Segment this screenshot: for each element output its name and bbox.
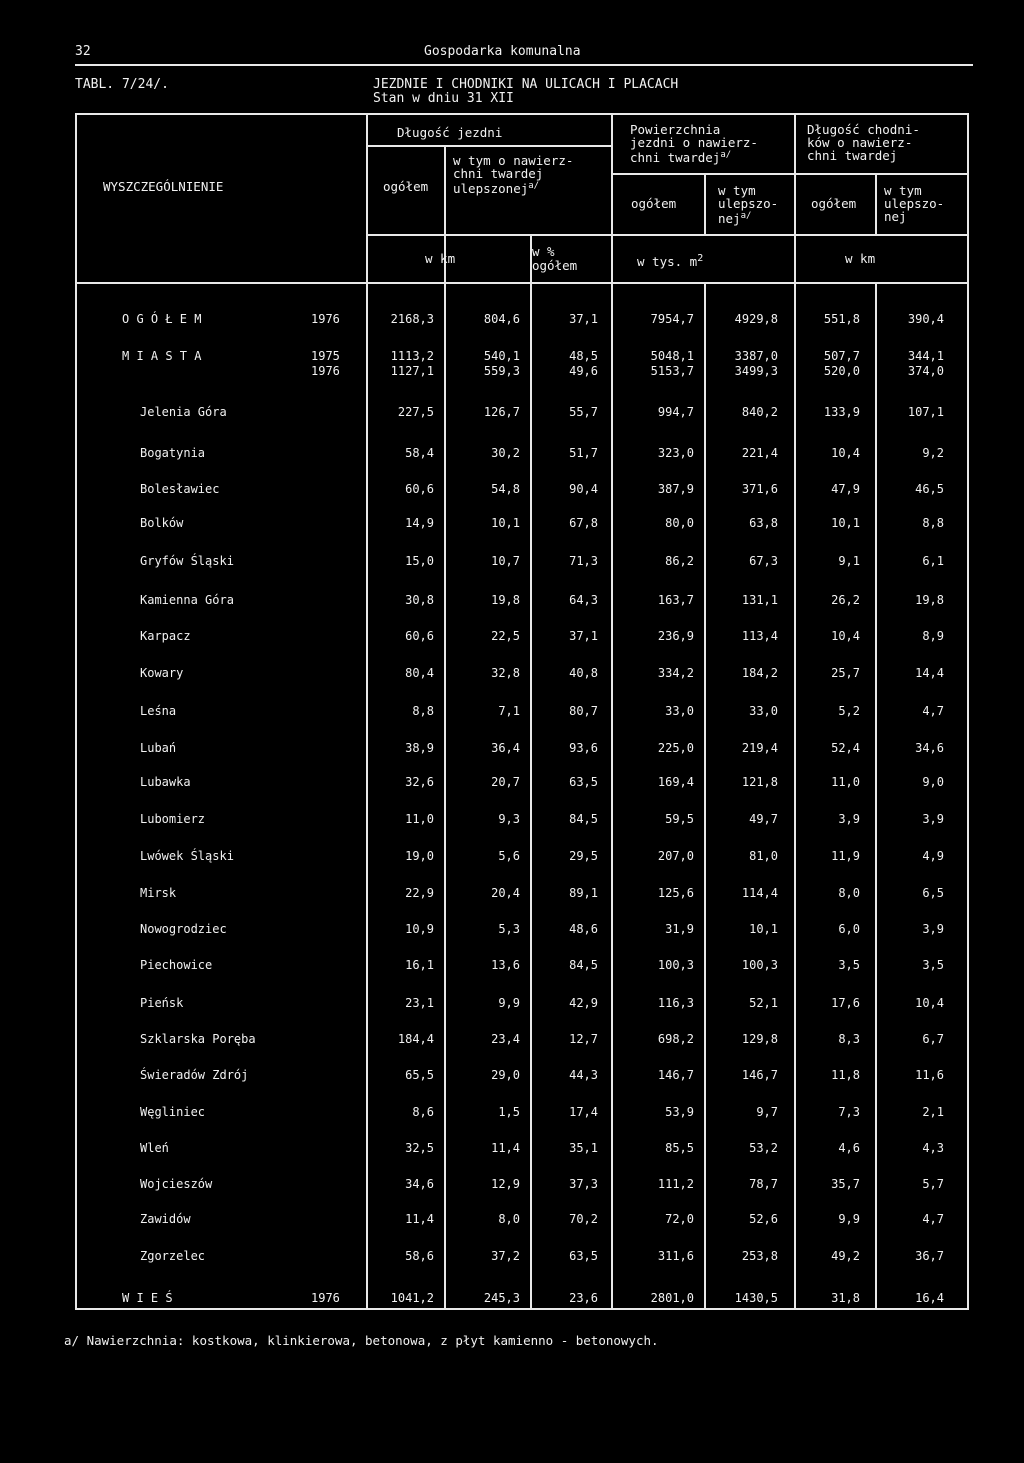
cell-value: 5048,1	[650, 349, 694, 363]
unit-pct-line1: w %	[532, 244, 555, 259]
cell-value: 31,9	[665, 922, 694, 936]
cell-value: 100,3	[657, 958, 694, 972]
row-label: Lubomierz	[140, 812, 206, 826]
cell-value: 131,1	[741, 593, 778, 607]
row-label: O G Ó Ł E M	[122, 312, 202, 326]
table-right-border	[967, 113, 969, 1310]
col-divider-6b	[875, 282, 877, 1310]
cell-value: 60,6	[405, 482, 434, 496]
cell-value: 67,8	[569, 516, 598, 530]
row-label: M I A S T A	[122, 349, 202, 363]
cell-value: 23,6	[569, 1291, 598, 1305]
row-year: 1976	[311, 312, 340, 326]
cell-value: 6,5	[922, 886, 944, 900]
row-label: Węgliniec	[140, 1105, 206, 1119]
cell-value: 7,1	[498, 704, 520, 718]
cell-value: 19,8	[491, 593, 520, 607]
g3-c2-line3: nej	[884, 209, 907, 224]
row-year: 1975	[311, 349, 340, 363]
cell-value: 184,2	[741, 666, 778, 680]
row-year: 1976	[311, 1291, 340, 1305]
cell-value: 100,3	[741, 958, 778, 972]
cell-value: 52,4	[831, 741, 860, 755]
cell-value: 221,4	[741, 446, 778, 460]
cell-value: 46,5	[915, 482, 944, 496]
g3-title-line2: ków o nawierz-	[807, 135, 913, 150]
row-label: Jelenia Góra	[140, 405, 227, 419]
col-divider-1	[444, 145, 446, 1310]
cell-value: 507,7	[823, 349, 860, 363]
cell-value: 89,1	[569, 886, 598, 900]
cell-value: 311,6	[657, 1249, 694, 1263]
cell-value: 19,0	[405, 849, 434, 863]
cell-value: 8,9	[922, 629, 944, 643]
g3-c2-line1: w tym	[884, 183, 922, 198]
cell-value: 19,8	[915, 593, 944, 607]
g1-c2-footnote-mark: a/	[528, 181, 540, 191]
cell-value: 10,1	[749, 922, 778, 936]
cell-value: 80,7	[569, 704, 598, 718]
cell-value: 9,9	[838, 1212, 860, 1226]
cell-value: 116,3	[657, 996, 694, 1010]
cell-value: 81,0	[749, 849, 778, 863]
g1-c1: ogółem	[383, 179, 429, 194]
cell-value: 34,6	[405, 1177, 434, 1191]
cell-value: 14,4	[915, 666, 944, 680]
cell-value: 32,8	[491, 666, 520, 680]
cell-value: 33,0	[749, 704, 778, 718]
cell-value: 49,6	[569, 364, 598, 378]
cell-value: 334,2	[657, 666, 694, 680]
cell-value: 90,4	[569, 482, 598, 496]
cell-value: 38,9	[405, 741, 434, 755]
cell-value: 125,6	[657, 886, 694, 900]
cell-value: 551,8	[823, 312, 860, 326]
cell-value: 253,8	[741, 1249, 778, 1263]
cell-value: 53,2	[749, 1141, 778, 1155]
cell-value: 390,4	[907, 312, 944, 326]
cell-value: 37,1	[569, 312, 598, 326]
cell-value: 10,9	[405, 922, 434, 936]
cell-value: 49,7	[749, 812, 778, 826]
cell-value: 11,0	[831, 775, 860, 789]
row-label: Leśna	[140, 704, 177, 718]
cell-value: 111,2	[657, 1177, 694, 1191]
row-label: W I E Ś	[122, 1291, 173, 1305]
cell-value: 9,7	[756, 1105, 778, 1119]
g2-c1: ogółem	[631, 196, 677, 211]
cell-value: 5,6	[498, 849, 520, 863]
cell-value: 236,9	[657, 629, 694, 643]
g3-c2-line2: ulepszo-	[884, 196, 945, 211]
cell-value: 10,4	[831, 446, 860, 460]
cell-value: 3,9	[922, 922, 944, 936]
col-divider-6	[875, 173, 877, 234]
cell-value: 559,3	[483, 364, 520, 378]
row-label: Bolków	[140, 516, 184, 530]
unit-area-exponent: 2	[697, 253, 704, 264]
cell-value: 994,7	[657, 405, 694, 419]
header-bottom-rule	[75, 282, 969, 284]
cell-value: 10,7	[491, 554, 520, 568]
row-label: Lubań	[140, 741, 177, 755]
cell-value: 23,4	[491, 1032, 520, 1046]
cell-value: 36,4	[491, 741, 520, 755]
cell-value: 374,0	[907, 364, 944, 378]
row-label: Wleń	[140, 1141, 169, 1155]
cell-value: 32,6	[405, 775, 434, 789]
col-divider-5	[794, 113, 796, 1310]
cell-value: 5,3	[498, 922, 520, 936]
row-label: Gryfów Śląski	[140, 554, 234, 568]
cell-value: 6,1	[922, 554, 944, 568]
cell-value: 80,4	[405, 666, 434, 680]
cell-value: 47,9	[831, 482, 860, 496]
g1-c2-line1: w tym o nawierz-	[453, 153, 574, 168]
row-label: Wojcieszów	[140, 1177, 213, 1191]
cell-value: 7954,7	[650, 312, 694, 326]
cell-value: 13,6	[491, 958, 520, 972]
page-number: 32	[75, 44, 91, 59]
cell-value: 84,5	[569, 958, 598, 972]
cell-value: 146,7	[741, 1068, 778, 1082]
col-divider-4	[704, 173, 706, 234]
cell-value: 184,4	[397, 1032, 434, 1046]
cell-value: 7,3	[838, 1105, 860, 1119]
unit-area: w tys. $m^2$	[637, 253, 704, 270]
g3-title-line3: chni twardej	[807, 148, 898, 163]
cell-value: 3,5	[838, 958, 860, 972]
cell-value: 11,0	[405, 812, 434, 826]
cell-value: 51,7	[569, 446, 598, 460]
cell-value: 8,0	[838, 886, 860, 900]
cell-value: 15,0	[405, 554, 434, 568]
cell-value: 387,9	[657, 482, 694, 496]
cell-value: 9,0	[922, 775, 944, 789]
row-label: Lwówek Śląski	[140, 849, 234, 863]
cell-value: 53,9	[665, 1105, 694, 1119]
cell-value: 60,6	[405, 629, 434, 643]
table-bottom-rule	[75, 1308, 969, 1310]
g2-c2-line1: w tym	[718, 183, 756, 198]
cell-value: 40,8	[569, 666, 598, 680]
cell-value: 1127,1	[390, 364, 434, 378]
cell-value: 5153,7	[650, 364, 694, 378]
cell-value: 17,6	[831, 996, 860, 1010]
row-label: Kowary	[140, 666, 184, 680]
table-subtitle: Stan w dniu 31 XII	[373, 91, 514, 106]
cell-value: 84,5	[569, 812, 598, 826]
cell-value: 4,3	[922, 1141, 944, 1155]
cell-value: 93,6	[569, 741, 598, 755]
g3-c1: ogółem	[811, 196, 857, 211]
g2-c2-footnote-mark: a/	[740, 211, 752, 221]
g2-c2-line3: nej$^{a/}$	[718, 211, 752, 227]
cell-value: 1113,2	[390, 349, 434, 363]
row-label: Zawidów	[140, 1212, 191, 1226]
cell-value: 4,7	[922, 1212, 944, 1226]
cell-value: 49,2	[831, 1249, 860, 1263]
row-label: Kamienna Góra	[140, 593, 234, 607]
cell-value: 20,7	[491, 775, 520, 789]
cell-value: 29,5	[569, 849, 598, 863]
cell-value: 219,4	[741, 741, 778, 755]
g2-title-footnote-mark: a/	[720, 150, 732, 160]
cell-value: 3,5	[922, 958, 944, 972]
cell-value: 35,1	[569, 1141, 598, 1155]
cell-value: 113,4	[741, 629, 778, 643]
cell-value: 3387,0	[734, 349, 778, 363]
top-rule	[75, 64, 973, 66]
cell-value: 4,6	[838, 1141, 860, 1155]
cell-value: 1041,2	[390, 1291, 434, 1305]
cell-value: 22,5	[491, 629, 520, 643]
cell-value: 207,0	[657, 849, 694, 863]
row-label: Piechowice	[140, 958, 213, 972]
cell-value: 4,9	[922, 849, 944, 863]
cell-value: 10,4	[831, 629, 860, 643]
cell-value: 5,7	[922, 1177, 944, 1191]
cell-value: 323,0	[657, 446, 694, 460]
cell-value: 34,6	[915, 741, 944, 755]
cell-value: 3,9	[838, 812, 860, 826]
cell-value: 12,7	[569, 1032, 598, 1046]
cell-value: 72,0	[665, 1212, 694, 1226]
cell-value: 3,9	[922, 812, 944, 826]
cell-value: 37,3	[569, 1177, 598, 1191]
g3-title-line1: Długość chodni-	[807, 122, 920, 137]
header-rule-g1	[366, 145, 611, 147]
row-year: 1976	[311, 364, 340, 378]
cell-value: 245,3	[483, 1291, 520, 1305]
header-rule-g2	[611, 173, 969, 175]
cell-value: 54,8	[491, 482, 520, 496]
cell-value: 1430,5	[734, 1291, 778, 1305]
unit-km: w km	[425, 251, 456, 266]
cell-value: 8,6	[412, 1105, 434, 1119]
table-id: TABL. 7/24/.	[75, 77, 169, 92]
cell-value: 16,1	[405, 958, 434, 972]
cell-value: 169,4	[657, 775, 694, 789]
g1-c2-line3: ulepszonej$^{a/}$	[453, 181, 540, 197]
cell-value: 16,4	[915, 1291, 944, 1305]
cell-value: 33,0	[665, 704, 694, 718]
cell-value: 540,1	[483, 349, 520, 363]
row-label: Mirsk	[140, 886, 177, 900]
cell-value: 1,5	[498, 1105, 520, 1119]
cell-value: 63,8	[749, 516, 778, 530]
cell-value: 20,4	[491, 886, 520, 900]
table-title: JEZDNIE I CHODNIKI NA ULICACH I PLACACH	[373, 77, 679, 92]
cell-value: 2,1	[922, 1105, 944, 1119]
cell-value: 9,2	[922, 446, 944, 460]
cell-value: 9,9	[498, 996, 520, 1010]
cell-value: 52,1	[749, 996, 778, 1010]
col-divider-4b	[704, 282, 706, 1310]
cell-value: 48,6	[569, 922, 598, 936]
cell-value: 698,2	[657, 1032, 694, 1046]
cell-value: 25,7	[831, 666, 860, 680]
cell-value: 63,5	[569, 1249, 598, 1263]
cell-value: 227,5	[397, 405, 434, 419]
cell-value: 4929,8	[734, 312, 778, 326]
cell-value: 52,6	[749, 1212, 778, 1226]
cell-value: 17,4	[569, 1105, 598, 1119]
cell-value: 64,3	[569, 593, 598, 607]
g2-title-line2: jezdni o nawierz-	[630, 135, 758, 150]
cell-value: 6,7	[922, 1032, 944, 1046]
col-divider-2	[530, 234, 532, 1310]
cell-value: 58,6	[405, 1249, 434, 1263]
cell-value: 371,6	[741, 482, 778, 496]
cell-value: 35,7	[831, 1177, 860, 1191]
cell-value: 5,2	[838, 704, 860, 718]
cell-value: 85,5	[665, 1141, 694, 1155]
cell-value: 163,7	[657, 593, 694, 607]
cell-value: 86,2	[665, 554, 694, 568]
row-label: Zgorzelec	[140, 1249, 206, 1263]
cell-value: 37,1	[569, 629, 598, 643]
cell-value: 8,8	[412, 704, 434, 718]
g1-title: Długość jezdni	[397, 125, 503, 140]
cell-value: 107,1	[907, 405, 944, 419]
row-label: Bogatynia	[140, 446, 206, 460]
cell-value: 78,7	[749, 1177, 778, 1191]
cell-value: 114,4	[741, 886, 778, 900]
cell-value: 121,8	[741, 775, 778, 789]
cell-value: 22,9	[405, 886, 434, 900]
cell-value: 37,2	[491, 1249, 520, 1263]
cell-value: 12,9	[491, 1177, 520, 1191]
cell-value: 59,5	[665, 812, 694, 826]
cell-value: 14,9	[405, 516, 434, 530]
cell-value: 58,4	[405, 446, 434, 460]
cell-value: 36,7	[915, 1249, 944, 1263]
cell-value: 804,6	[483, 312, 520, 326]
cell-value: 10,4	[915, 996, 944, 1010]
cell-value: 126,7	[483, 405, 520, 419]
cell-value: 11,6	[915, 1068, 944, 1082]
row-label: Szklarska Poręba	[140, 1032, 256, 1046]
cell-value: 344,1	[907, 349, 944, 363]
cell-value: 520,0	[823, 364, 860, 378]
row-label: Karpacz	[140, 629, 191, 643]
row-label: Bolesławiec	[140, 482, 220, 496]
cell-value: 11,8	[831, 1068, 860, 1082]
col-divider-stub	[366, 113, 368, 1310]
cell-value: 4,7	[922, 704, 944, 718]
cell-value: 10,1	[491, 516, 520, 530]
g2-title-line1: Powierzchnia	[630, 122, 721, 137]
cell-value: 29,0	[491, 1068, 520, 1082]
cell-value: 71,3	[569, 554, 598, 568]
g2-title-line3: chni twardej$^{a/}$	[630, 150, 732, 166]
cell-value: 63,5	[569, 775, 598, 789]
unit-pct-line2: ogółem	[532, 258, 578, 273]
cell-value: 30,2	[491, 446, 520, 460]
cell-value: 133,9	[823, 405, 860, 419]
cell-value: 8,0	[498, 1212, 520, 1226]
cell-value: 10,1	[831, 516, 860, 530]
cell-value: 11,9	[831, 849, 860, 863]
cell-value: 11,4	[491, 1141, 520, 1155]
row-label: Nowogrodziec	[140, 922, 227, 936]
cell-value: 23,1	[405, 996, 434, 1010]
stub-heading: WYSZCZEGÓLNIENIE	[103, 179, 224, 194]
cell-value: 55,7	[569, 405, 598, 419]
cell-value: 31,8	[831, 1291, 860, 1305]
cell-value: 26,2	[831, 593, 860, 607]
cell-value: 129,8	[741, 1032, 778, 1046]
cell-value: 70,2	[569, 1212, 598, 1226]
header-rule-units	[366, 234, 969, 236]
cell-value: 48,5	[569, 349, 598, 363]
cell-value: 11,4	[405, 1212, 434, 1226]
running-head: Gospodarka komunalna	[424, 44, 581, 59]
cell-value: 3499,3	[734, 364, 778, 378]
cell-value: 32,5	[405, 1141, 434, 1155]
table-top-border	[75, 113, 969, 115]
col-divider-3	[611, 113, 613, 1310]
cell-value: 8,3	[838, 1032, 860, 1046]
cell-value: 30,8	[405, 593, 434, 607]
unit-km-2: w km	[845, 251, 876, 266]
cell-value: 840,2	[741, 405, 778, 419]
cell-value: 2801,0	[650, 1291, 694, 1305]
cell-value: 80,0	[665, 516, 694, 530]
cell-value: 42,9	[569, 996, 598, 1010]
cell-value: 6,0	[838, 922, 860, 936]
footnote: a/ Nawierzchnia: kostkowa, klinkierowa, betonowa, z płyt kamienno - betonowych.	[64, 1333, 659, 1348]
cell-value: 44,3	[569, 1068, 598, 1082]
cell-value: 67,3	[749, 554, 778, 568]
cell-value: 8,8	[922, 516, 944, 530]
g1-c2-line2: chni twardej	[453, 166, 544, 181]
g2-c2-line2: ulepszo-	[718, 196, 779, 211]
row-label: Świeradów Zdrój	[140, 1068, 249, 1082]
row-label: Lubawka	[140, 775, 191, 789]
cell-value: 2168,3	[390, 312, 434, 326]
cell-value: 9,3	[498, 812, 520, 826]
cell-value: 146,7	[657, 1068, 694, 1082]
row-label: Pieńsk	[140, 996, 184, 1010]
cell-value: 225,0	[657, 741, 694, 755]
cell-value: 65,5	[405, 1068, 434, 1082]
table-left-border	[75, 113, 77, 1310]
cell-value: 9,1	[838, 554, 860, 568]
